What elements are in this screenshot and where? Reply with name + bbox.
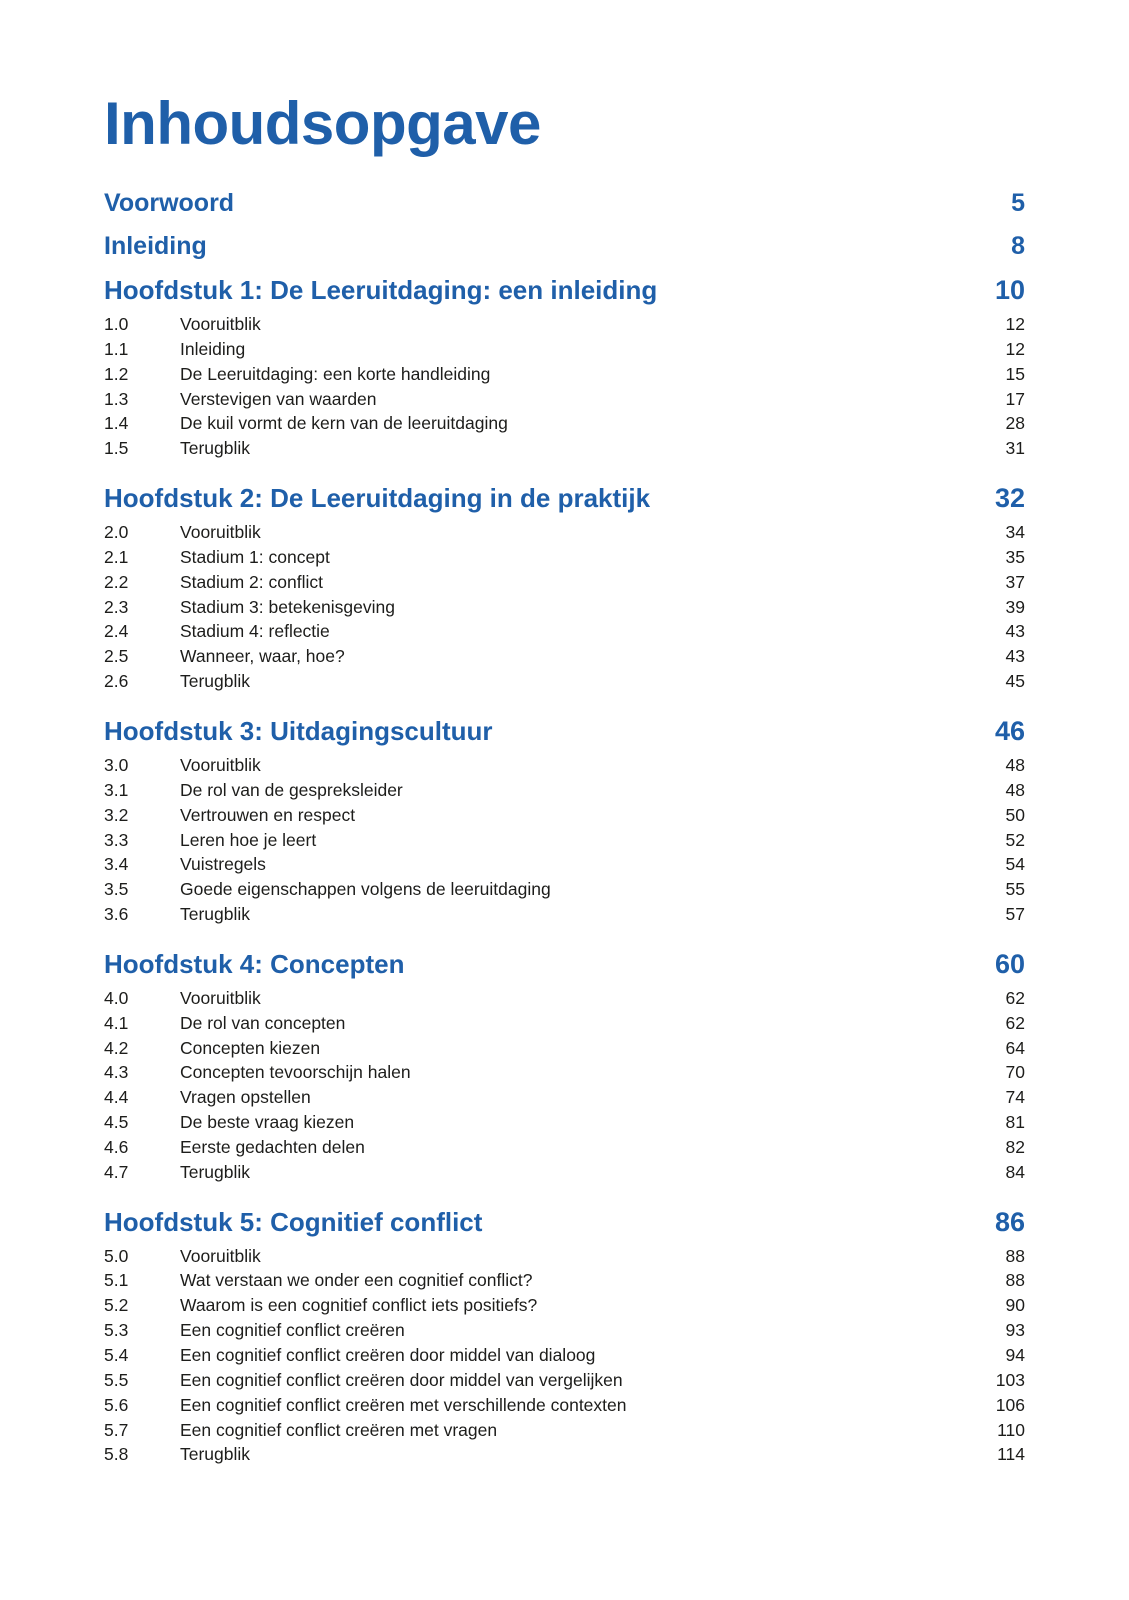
toc-entry-page: 15: [1005, 363, 1025, 384]
toc-entry-page: 84: [1005, 1161, 1025, 1182]
toc-entry-number: 4.1: [104, 1012, 129, 1033]
toc-entry[interactable]: [104, 1268, 1025, 1293]
toc-entry-page: 50: [1005, 804, 1025, 825]
toc-entry[interactable]: [104, 545, 1025, 570]
toc-entry-label: Concepten tevoorschijn halen: [180, 1062, 411, 1083]
toc-entry-number: 4.7: [104, 1161, 129, 1182]
toc-entry[interactable]: [104, 312, 1025, 337]
toc-entry-label: Terugblik: [180, 904, 251, 925]
toc-entry-number: 5.0: [104, 1245, 129, 1266]
toc-entry-page: 39: [1005, 596, 1025, 617]
toc-entry-number: 5.3: [104, 1320, 129, 1341]
toc-entry-label: Wanneer, waar, hoe?: [180, 646, 345, 667]
toc-entry[interactable]: [104, 595, 1025, 620]
toc-entry-page: 57: [1005, 904, 1025, 925]
toc-entry[interactable]: [104, 411, 1025, 436]
toc-entry[interactable]: [104, 1085, 1025, 1110]
toc-entry-page: 12: [1005, 338, 1025, 359]
toc-entry-label: De kuil vormt de kern van de leeruitdaging: [180, 413, 508, 434]
toc-entry-number: 1.0: [104, 314, 129, 334]
toc-entry-page: 74: [1005, 1087, 1025, 1108]
toc-entry-label: De beste vraag kiezen: [180, 1112, 355, 1133]
toc-entry-page: 114: [997, 1444, 1025, 1465]
toc-entry-label: Verstevigen van waarden: [180, 388, 377, 409]
toc-entry[interactable]: [104, 778, 1025, 803]
toc-entry[interactable]: [104, 337, 1025, 362]
toc-entry-page: 37: [1005, 571, 1025, 592]
toc-entry-number: 1.1: [104, 338, 129, 359]
toc-chapter-page: 32: [994, 483, 1025, 514]
toc-entry-label: Een cognitief conflict creëren door middel van dialoog: [180, 1345, 596, 1365]
toc-entry-number: 1.4: [104, 413, 129, 434]
toc-entry-page: 34: [1005, 522, 1025, 543]
toc-entry-page: 35: [1005, 546, 1025, 567]
toc-entry[interactable]: [104, 902, 1025, 927]
toc-entry-page: 64: [1005, 1037, 1025, 1058]
toc-entry[interactable]: [104, 1244, 1025, 1269]
toc-chapter-heading[interactable]: [104, 716, 1025, 747]
toc-entry[interactable]: [104, 1060, 1025, 1085]
toc-entry-page: 45: [1005, 671, 1025, 692]
toc-entry-page: 55: [1005, 879, 1025, 900]
toc-entry-page: 28: [1005, 413, 1025, 434]
toc-entry[interactable]: [104, 1418, 1025, 1443]
toc-entry-page: 43: [1005, 646, 1025, 667]
toc-entry[interactable]: [104, 1442, 1025, 1467]
toc-entry-number: 5.2: [104, 1295, 129, 1316]
toc-entry-label: Vuistregels: [180, 854, 266, 875]
toc-entry-number: 3.0: [104, 754, 129, 775]
toc-entry-label: Een cognitief conflict creëren door middel van vergelijken: [180, 1369, 623, 1390]
toc-entry[interactable]: [104, 1160, 1025, 1185]
toc-entry-number: 3.1: [104, 779, 129, 800]
toc-entry-label: Vertrouwen en respect: [180, 804, 356, 825]
toc-entry[interactable]: [104, 362, 1025, 387]
toc-front-entry[interactable]: [104, 189, 1025, 218]
toc-entry-page: 48: [1005, 754, 1025, 775]
toc-entry-label: Goede eigenschappen volgens de leeruitdaging: [180, 879, 551, 900]
toc-entry[interactable]: [104, 644, 1025, 669]
toc-entry-page: 90: [1005, 1295, 1025, 1316]
toc-entry-number: 1.2: [104, 363, 129, 384]
toc-entry[interactable]: [104, 1368, 1025, 1393]
toc-entry[interactable]: [104, 436, 1025, 461]
toc-entry-label: Vooruitblik: [180, 987, 261, 1008]
toc-entry-number: 5.1: [104, 1270, 129, 1291]
toc-entry-label: Vooruitblik: [180, 1245, 261, 1266]
toc-entry-page: 93: [1005, 1320, 1025, 1341]
toc-entry[interactable]: [104, 828, 1025, 853]
toc-entry-number: 2.3: [104, 596, 129, 617]
toc-chapter: [104, 716, 1025, 927]
toc-entry-number: 3.5: [104, 879, 129, 900]
toc-entry-page: 62: [1005, 1012, 1025, 1033]
toc-entry-number: 2.6: [104, 671, 129, 692]
toc-entry-page: 70: [1005, 1062, 1025, 1083]
toc-chapter: [104, 1207, 1025, 1468]
toc-entry-label: Stadium 4: reflectie: [180, 621, 330, 642]
toc-entry-page: 82: [1005, 1136, 1025, 1157]
toc-entry[interactable]: [104, 1393, 1025, 1418]
toc-entry-number: 1.3: [104, 388, 129, 409]
toc-entry-number: 3.3: [104, 829, 129, 850]
toc-chapter-page: 86: [994, 1206, 1025, 1237]
toc-entry[interactable]: [104, 1293, 1025, 1318]
toc-front-entry-label: Voorwoord: [104, 189, 235, 217]
toc-entry-page: 106: [995, 1394, 1025, 1415]
toc-entry-label: Vooruitblik: [180, 754, 261, 775]
toc-chapter-title: Hoofdstuk 4: Concepten: [104, 948, 405, 979]
toc-entry-label: Terugblik: [180, 671, 251, 692]
toc-entry-label: Stadium 1: concept: [180, 546, 330, 567]
toc-entry-label: Eerste gedachten delen: [180, 1136, 365, 1157]
toc-entry-number: 2.4: [104, 621, 129, 642]
toc-entry-page: 52: [1005, 829, 1025, 850]
toc-entry[interactable]: [104, 753, 1025, 778]
toc-entry-label: Concepten kiezen: [180, 1037, 321, 1058]
toc-entry-number: 2.5: [104, 646, 129, 667]
toc-chapter: [104, 275, 1025, 461]
toc-entry-page: 88: [1005, 1270, 1025, 1291]
toc-entry-number: 4.6: [104, 1136, 129, 1157]
toc-chapter: [104, 949, 1025, 1185]
toc-entry-number: 1.5: [104, 438, 129, 459]
toc-entry-number: 2.1: [104, 546, 129, 567]
toc-entry[interactable]: [104, 1343, 1025, 1368]
toc-entry-label: Een cognitief conflict creëren met vragen: [180, 1419, 498, 1440]
toc-entry[interactable]: [104, 520, 1025, 545]
toc-entry-number: 3.4: [104, 854, 129, 875]
toc-entry-label: De rol van concepten: [180, 1012, 346, 1033]
toc-chapter-heading[interactable]: [104, 1207, 1025, 1238]
toc-entry-number: 4.0: [104, 987, 129, 1008]
toc-entry-number: 5.8: [104, 1444, 129, 1465]
toc-entry-page: 54: [1005, 854, 1025, 875]
toc-chapter-title: Hoofdstuk 3: Uitdagingscultuur: [104, 715, 493, 746]
toc-entry-page: 110: [997, 1419, 1025, 1440]
toc-entry[interactable]: [104, 570, 1025, 595]
toc-chapter-page: 10: [994, 275, 1025, 305]
toc-entry[interactable]: [104, 669, 1025, 694]
toc-entry-number: 2.2: [104, 571, 129, 592]
toc-entry-number: 2.0: [104, 522, 129, 543]
toc-entry-number: 5.7: [104, 1419, 129, 1440]
toc-chapter: [104, 483, 1025, 694]
toc-entry-page: 17: [1005, 388, 1025, 409]
toc-entry-page: 62: [1005, 987, 1025, 1008]
toc-entry-number: 4.2: [104, 1037, 129, 1058]
toc-entry[interactable]: [104, 877, 1025, 902]
toc-entry-label: Waarom is een cognitief conflict iets positiefs?: [180, 1295, 538, 1316]
toc-chapter-title: Hoofdstuk 2: De Leeruitdaging in de praktijk: [104, 483, 651, 514]
toc-front-entry-label: Inleiding: [104, 232, 207, 260]
toc-entry-page: 94: [1005, 1345, 1025, 1365]
toc-entry[interactable]: [104, 803, 1025, 828]
page-title: Inhoudsopgave: [104, 90, 541, 157]
toc-entry-label: De rol van de gespreksleider: [180, 779, 403, 800]
toc-entry-label: Terugblik: [180, 1161, 251, 1182]
toc-chapter-page: 60: [994, 948, 1025, 979]
toc-entry-label: Terugblik: [180, 438, 251, 459]
toc-entry-page: 81: [1005, 1112, 1025, 1133]
toc-entry-page: 88: [1005, 1245, 1025, 1266]
toc-chapter-title: Hoofdstuk 1: De Leeruitdaging: een inleiding: [104, 275, 658, 305]
toc-entry-number: 5.6: [104, 1394, 129, 1415]
toc-chapter-heading[interactable]: [104, 275, 1025, 306]
toc-entry-number: 4.5: [104, 1112, 129, 1133]
toc-entry[interactable]: [104, 986, 1025, 1011]
front-matter-list: [104, 189, 1025, 261]
toc-entry-label: Een cognitief conflict creëren: [180, 1320, 405, 1341]
toc-entry[interactable]: [104, 387, 1025, 412]
toc-entry-number: 5.4: [104, 1345, 129, 1365]
toc-entry[interactable]: [104, 1110, 1025, 1135]
toc-entry[interactable]: [104, 1135, 1025, 1160]
toc-front-entry-page: 8: [1011, 232, 1025, 260]
toc-entry[interactable]: [104, 1011, 1025, 1036]
toc-front-entry-page: 5: [1011, 189, 1025, 217]
toc-chapter-heading[interactable]: [104, 949, 1025, 980]
toc-entry-label: Een cognitief conflict creëren met verschillende contexten: [180, 1394, 627, 1415]
toc-entry-page: 103: [995, 1369, 1025, 1390]
toc-entry-number: 4.3: [104, 1062, 129, 1083]
toc-entry[interactable]: [104, 852, 1025, 877]
toc-chapter-title: Hoofdstuk 5: Cognitief conflict: [104, 1206, 483, 1237]
toc-entry-label: De Leeruitdaging: een korte handleiding: [180, 363, 491, 384]
toc-entry-label: Wat verstaan we onder een cognitief conflict?: [180, 1270, 533, 1291]
toc-entry-label: Stadium 2: conflict: [180, 571, 323, 592]
toc-entry-number: 3.2: [104, 804, 129, 825]
toc-entry-number: 4.4: [104, 1087, 129, 1108]
toc-entry-label: Inleiding: [180, 338, 246, 359]
toc-chapter-page: 46: [994, 715, 1025, 746]
toc-entry[interactable]: [104, 619, 1025, 644]
toc-entry-number: 3.6: [104, 904, 129, 925]
toc-entry-label: Terugblik: [180, 1444, 251, 1465]
toc-entry-label: Vragen opstellen: [180, 1087, 311, 1108]
toc-entry-page: 12: [1005, 314, 1025, 334]
toc-entry-page: 43: [1005, 621, 1025, 642]
toc-entry-label: Vooruitblik: [180, 314, 261, 334]
toc-entry-label: Vooruitblik: [180, 522, 261, 543]
toc-entry[interactable]: [104, 1036, 1025, 1061]
toc-entry-label: Leren hoe je leert: [180, 829, 317, 850]
toc-entry-label: Stadium 3: betekenisgeving: [180, 596, 395, 617]
toc-entry-page: 48: [1005, 779, 1025, 800]
toc-chapter-heading[interactable]: [104, 483, 1025, 514]
toc-entry-page: 31: [1005, 438, 1025, 459]
toc-entry-number: 5.5: [104, 1369, 129, 1390]
toc-entry[interactable]: [104, 1318, 1025, 1343]
toc-front-entry[interactable]: [104, 232, 1025, 261]
